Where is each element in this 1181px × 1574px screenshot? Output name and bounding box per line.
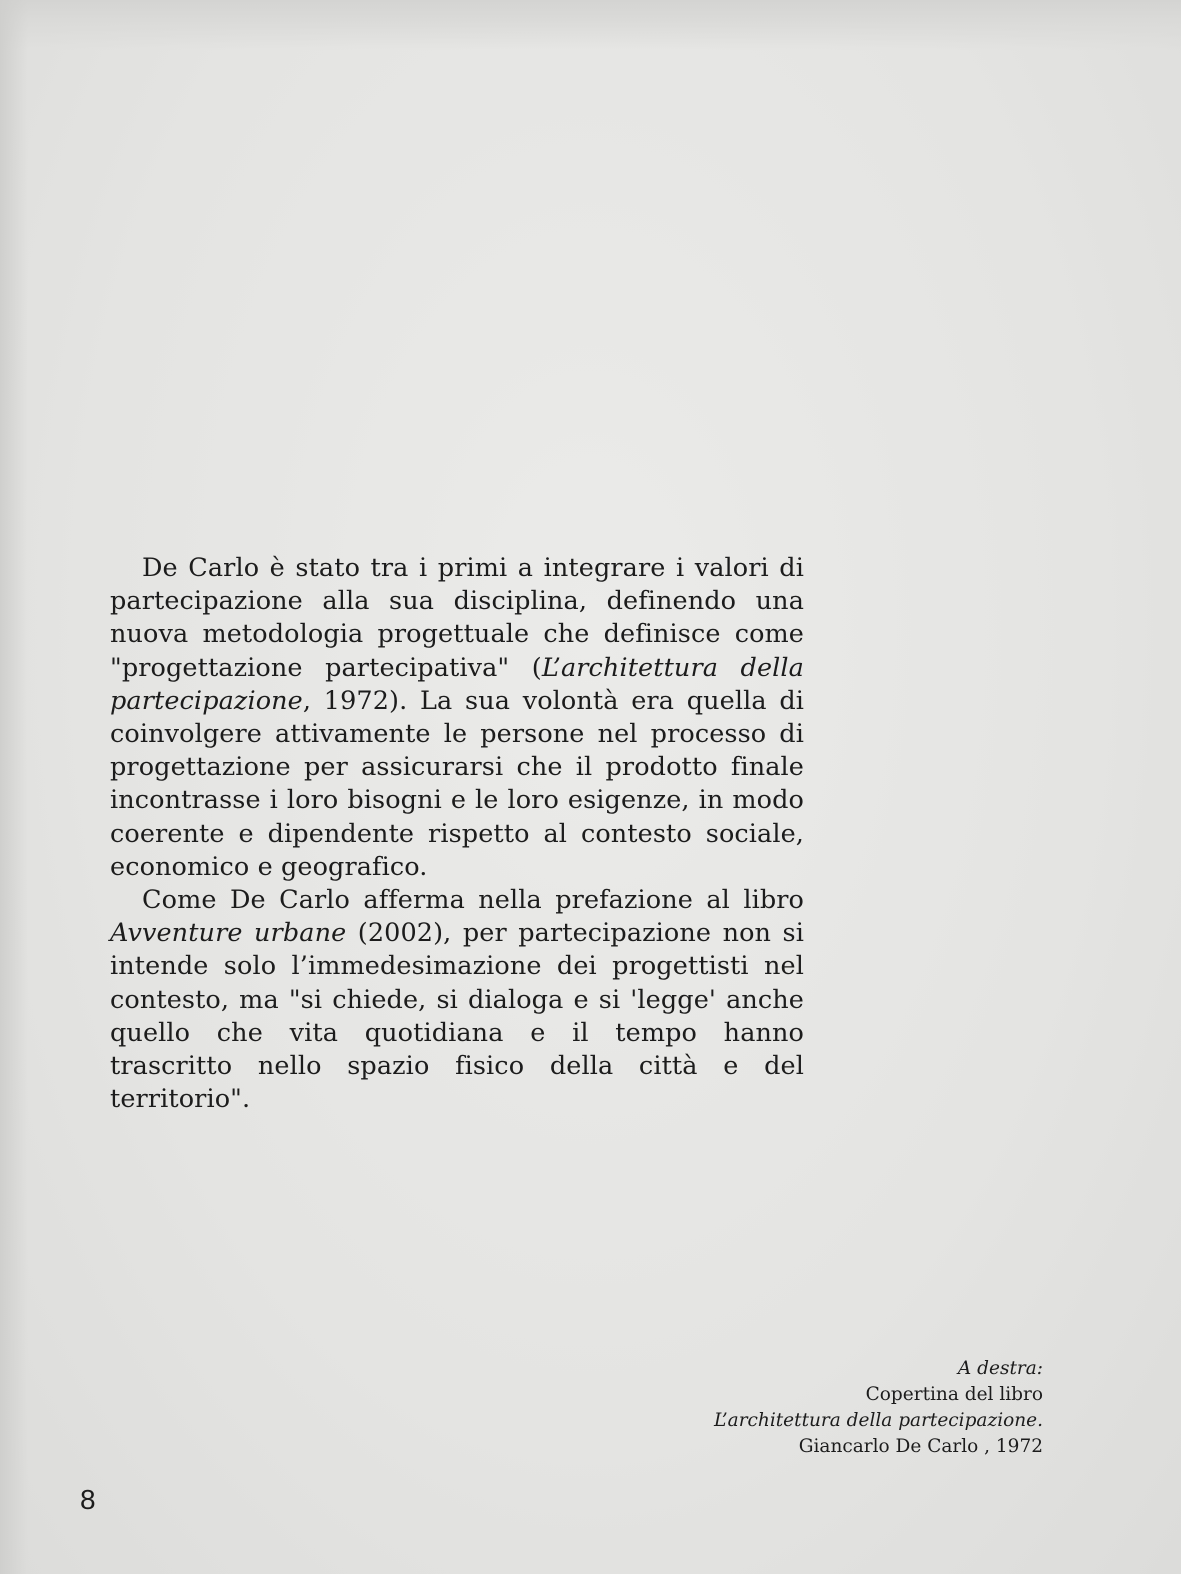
scan-left-edge — [0, 0, 28, 1574]
book-title-architettura: L’architettura della partecipazione — [110, 652, 804, 716]
scan-top-edge — [0, 0, 1181, 50]
caption-label: Copertina del libro — [865, 1384, 1043, 1405]
image-caption — [623, 1356, 1043, 1460]
body-text — [110, 552, 804, 1116]
paragraph-2 — [110, 884, 804, 1116]
paragraph-2-text-a: Come De Carlo afferma nella prefazione al libro — [142, 885, 804, 916]
paragraph-1-text-a: De Carlo è stato tra i primi a integrare i valori di partecipazione alla sua disciplina, definendo una nuova metodologia progettuale che definisce come "progettazione partecipativa" ( — [110, 553, 804, 683]
paragraph-1-text-b: , 1972). La sua volontà era quella di coinvolgere attivamente le persone nel processo di progettazione per assicurarsi che il prodotto finale incontrasse i loro bisogni e le loro esigenze, in modo coerente e dipendente rispetto al contesto sociale, economico e geografico. — [110, 685, 804, 882]
caption-book-title: L’architettura della partecipazione. — [713, 1410, 1043, 1431]
page-number: 8 — [80, 1484, 96, 1515]
caption-direction: A destra: — [957, 1358, 1043, 1379]
caption-author-year: Giancarlo De Carlo , 1972 — [798, 1436, 1043, 1457]
paragraph-1 — [110, 552, 804, 884]
book-title-avventure: Avventure urbane — [110, 918, 347, 949]
paragraph-2-text-b: (2002), per partecipazione non si intende solo l’immedesimazione dei progettisti nel contesto, ma "si chiede, si dialoga e si 'legge' anche quello che vita quotidiana e il tempo hanno trascritto nello spazio fisico della città e del territorio". — [110, 918, 804, 1115]
